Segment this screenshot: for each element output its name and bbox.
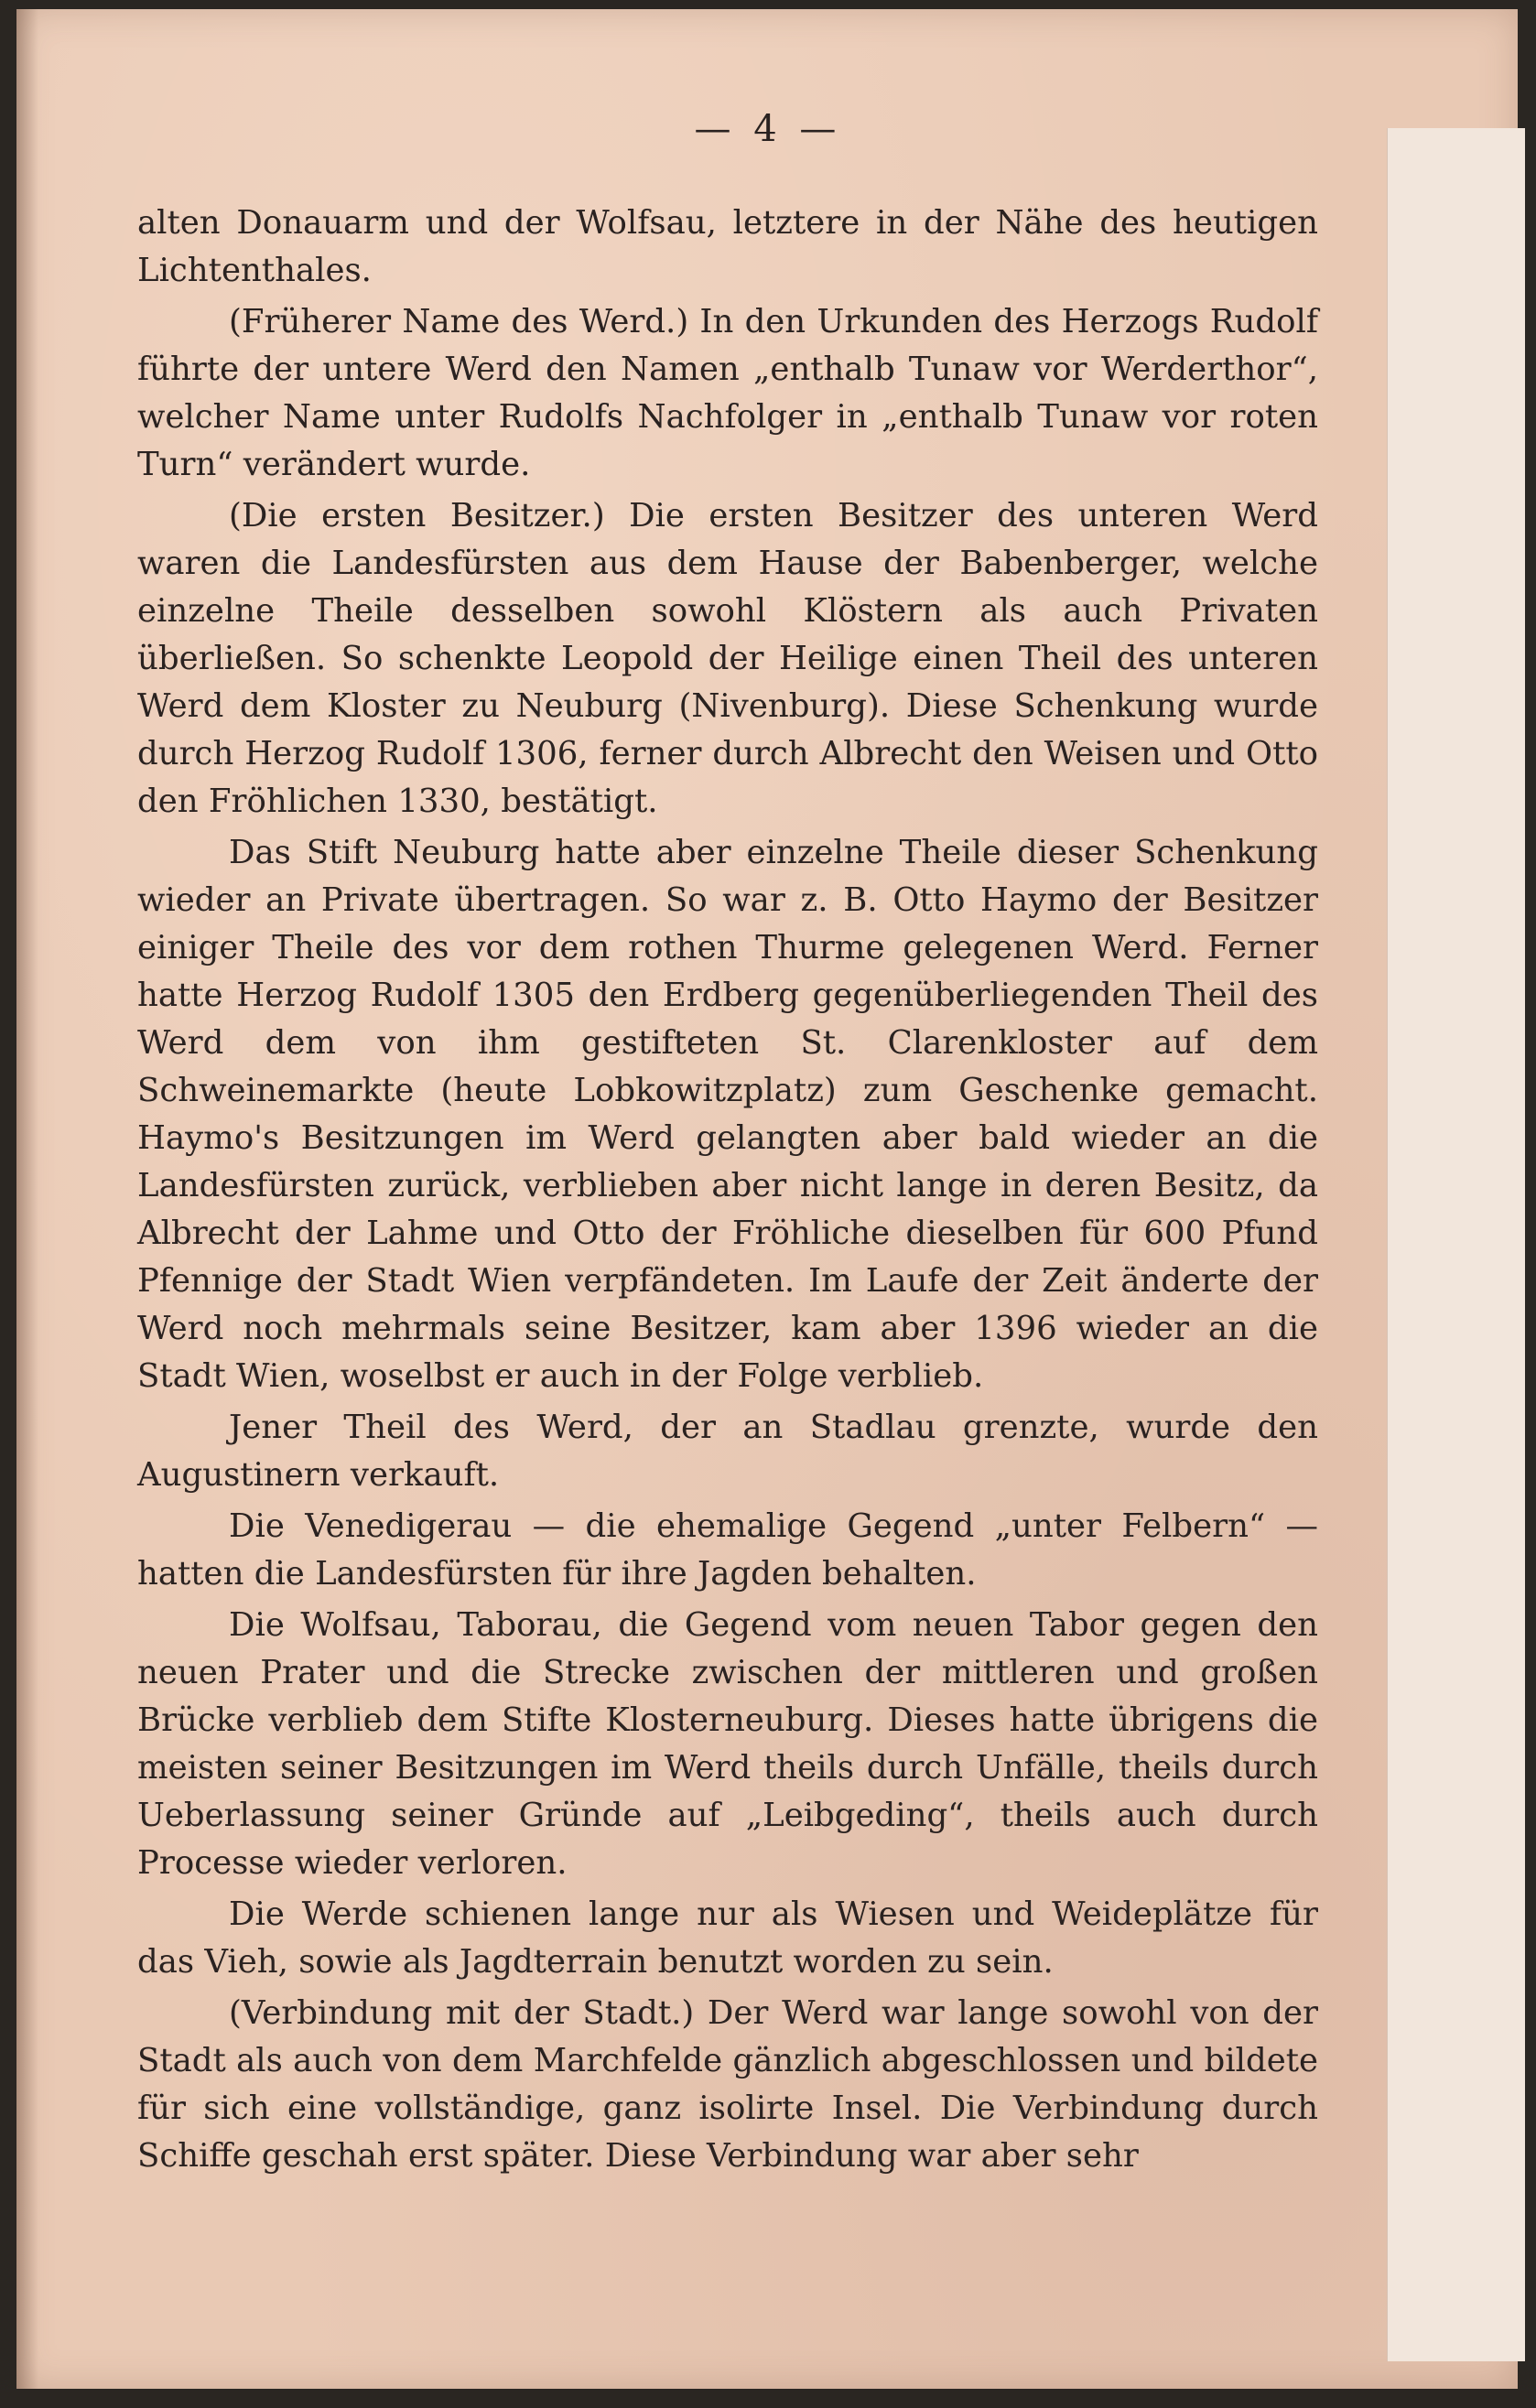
- body-text: [137, 200, 1318, 2180]
- paragraph: (Die ersten Besitzer.) Die ersten Besitzer des unteren Werd waren die Landesfürsten aus dem Hause der Babenberger, welche einzelne Theile desselben sowohl Klöstern als auch Privaten überließen. So schenkte Leopold der Heilige einen Theil des unteren Werd dem Kloster zu Neuburg (Nivenburg). Diese Schenkung wurde durch Herzog Rudolf 1306, ferner durch Albrecht den Weisen und Otto den Fröhlichen 1330, bestätigt.: [137, 497, 1318, 820]
- paragraph: Die Werde schienen lange nur als Wiesen und Weideplätze für das Vieh, sowie als Jagdterrain benutzt worden zu sein.: [137, 1895, 1318, 1981]
- page-number: — 4 —: [694, 108, 842, 150]
- paragraph: Die Venedigerau — die ehemalige Gegend „unter Felbern“ — hatten die Landesfürsten für ihre Jagden behalten.: [137, 1507, 1318, 1593]
- paragraph: (Früherer Name des Werd.) In den Urkunden des Herzogs Rudolf führte der untere Werd den Namen „enthalb Tunaw vor Werderthor“, welcher Name unter Rudolfs Nachfolger in „enthalb Tunaw vor roten Turn“ verändert wurde.: [137, 303, 1318, 483]
- page-gutter-shadow: [16, 9, 38, 2389]
- paragraph: alten Donauarm und der Wolfsau, letztere in der Nähe des heutigen Lichtenthales.: [137, 204, 1318, 289]
- paragraph: Das Stift Neuburg hatte aber einzelne Theile dieser Schenkung wieder an Private übertragen. So war z. B. Otto Haymo der Besitzer einiger Theile des vor dem rothen Thurme gelegenen Werd. Ferner hatte Herzog Rudolf 1305 den Erdberg gegenüberliegenden Theil des Werd dem von ihm gestifteten St. Clarenkloster auf dem Schweinemarkte (heute Lobkowitzplatz) zum Geschenke gemacht. Haymo's Besitzungen im Werd gelangten aber bald wieder an die Landesfürsten zurück, verblieben aber nicht lange in deren Besitz, da Albrecht der Lahme und Otto der Fröhliche dieselben für 600 Pfund Pfennige der Stadt Wien verpfändeten. Im Laufe der Zeit änderte der Werd noch mehrmals seine Besitzer, kam aber 1396 wieder an die Stadt Wien, woselbst er auch in der Folge verblieb.: [137, 834, 1318, 1395]
- paragraph: (Verbindung mit der Stadt.) Der Werd war lange sowohl von der Stadt als auch von dem Marchfelde gänzlich abgeschlossen und bildete für sich eine vollständige, ganz isolirte Insel. Die Verbindung durch Schiffe geschah erst später. Diese Verbindung war aber sehr: [137, 1994, 1318, 2175]
- paragraph: Jener Theil des Werd, der an Stadlau grenzte, wurde den Augustinern verkauft.: [137, 1409, 1318, 1494]
- paper-strip: [1387, 128, 1525, 2361]
- paragraph: Die Wolfsau, Taborau, die Gegend vom neuen Tabor gegen den neuen Prater und die Strecke zwischen der mittleren und großen Brücke verblieb dem Stifte Klosterneuburg. Dieses hatte übrigens die meisten seiner Besitzungen im Werd theils durch Unfälle, theils durch Ueberlassung seiner Gründe auf „Leibgeding“, theils auch durch Processe wieder verloren.: [137, 1606, 1318, 1882]
